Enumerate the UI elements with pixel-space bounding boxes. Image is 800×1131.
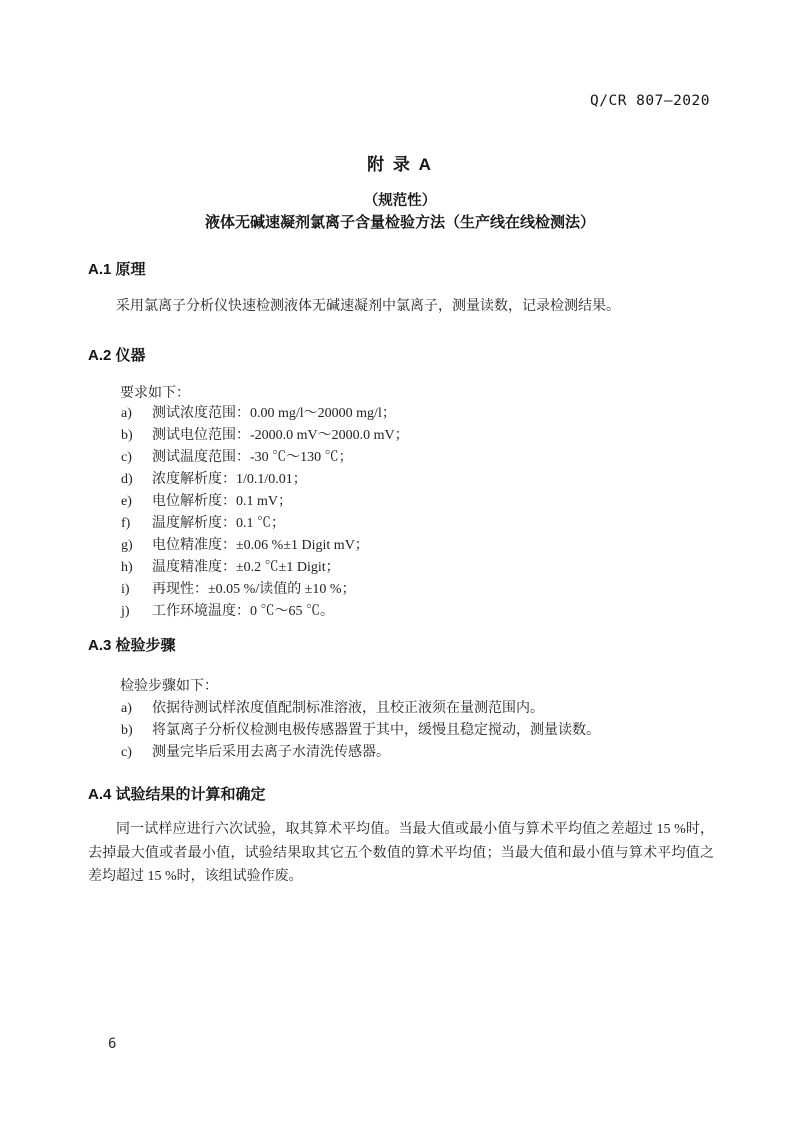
section-a3-list (121, 698, 721, 764)
section-a2-list (121, 403, 721, 623)
list-item (121, 557, 721, 579)
list-item-label: h) (121, 560, 133, 575)
appendix-title: 附 录 A (367, 155, 433, 174)
list-item (121, 579, 721, 601)
section-heading-a3: A.3 检验步骤 (88, 637, 176, 654)
section-heading-a4: A.4 试验结果的计算和确定 (88, 786, 266, 803)
list-item (121, 601, 721, 623)
section-a3-lead: 检验步骤如下： (120, 679, 218, 694)
list-item-label: c) (121, 745, 132, 760)
list-item-label: b) (121, 428, 133, 443)
list-item (121, 469, 721, 491)
list-item-label: i) (121, 582, 130, 597)
appendix-subtitle: 液体无碱速凝剂氯离子含量检验方法（生产线在线检测法） (204, 214, 595, 231)
page-number: 6 (108, 1036, 117, 1052)
doc-number: Q/CR 807—2020 (590, 93, 710, 109)
list-item-text: 工作环境温度：0 ℃～65 ℃。 (152, 604, 334, 619)
list-item (121, 447, 721, 469)
list-item-label: b) (121, 723, 133, 738)
list-item-label: j) (121, 604, 130, 619)
list-item (121, 698, 721, 720)
list-item (121, 403, 721, 425)
list-item (121, 513, 721, 535)
section-heading-a2: A.2 仪器 (88, 347, 146, 364)
list-item (121, 535, 721, 557)
list-item (121, 720, 721, 742)
list-item-text: 再现性：±0.05 %/读值的 ±10 %； (152, 582, 356, 597)
list-item-label: e) (121, 494, 132, 509)
list-item-text: 测量完毕后采用去离子水清洗传感器。 (152, 745, 390, 760)
list-item-label: f) (121, 516, 131, 531)
list-item-label: g) (121, 538, 133, 553)
list-item-text: 依据待测试样浓度值配制标准溶液，且校正液须在量测范围内。 (152, 701, 544, 716)
list-item (121, 491, 721, 513)
list-item (121, 425, 721, 447)
list-item-text: 测试浓度范围：0.00 mg/l～20000 mg/l； (152, 406, 396, 421)
list-item-text: 温度解析度：0.1 ℃； (152, 516, 285, 531)
list-item-text: 浓度解析度：1/0.1/0.01； (152, 472, 307, 487)
list-item-label: c) (121, 450, 132, 465)
list-item-label: d) (121, 472, 133, 487)
list-item (121, 742, 721, 764)
list-item-label: a) (121, 701, 132, 716)
section-heading-a1: A.1 原理 (88, 261, 146, 278)
section-a1-paragraph: 采用氯离子分析仪快速检测液体无碱速凝剂中氯离子，测量读数，记录检测结果。 (116, 299, 620, 314)
section-a4-paragraph: 同一试样应进行六次试验，取其算术平均值。当最大值或最小值与算术平均值之差超过 15 %时，去掉最大值或者最小值，试验结果取其它五个数值的算术平均值；当最大值和最小值与算术平均值之差均超过 15 %时，该组试验作废。 (88, 822, 714, 884)
normative-label: （规范性） (363, 193, 437, 209)
list-item-text: 电位精准度：±0.06 %±1 Digit mV； (152, 538, 369, 553)
section-a2-lead: 要求如下： (120, 386, 190, 401)
list-item-text: 测试温度范围：-30 ℃～130 ℃； (152, 450, 353, 465)
list-item-text: 测试电位范围：-2000.0 mV～2000.0 mV； (152, 428, 409, 443)
list-item-label: a) (121, 406, 132, 421)
list-item-text: 将氯离子分析仪检测电极传感器置于其中，缓慢且稳定搅动，测量读数。 (152, 723, 600, 738)
list-item-text: 温度精准度：±0.2 ℃±1 Digit； (152, 560, 340, 575)
list-item-text: 电位解析度：0.1 mV； (152, 494, 292, 509)
